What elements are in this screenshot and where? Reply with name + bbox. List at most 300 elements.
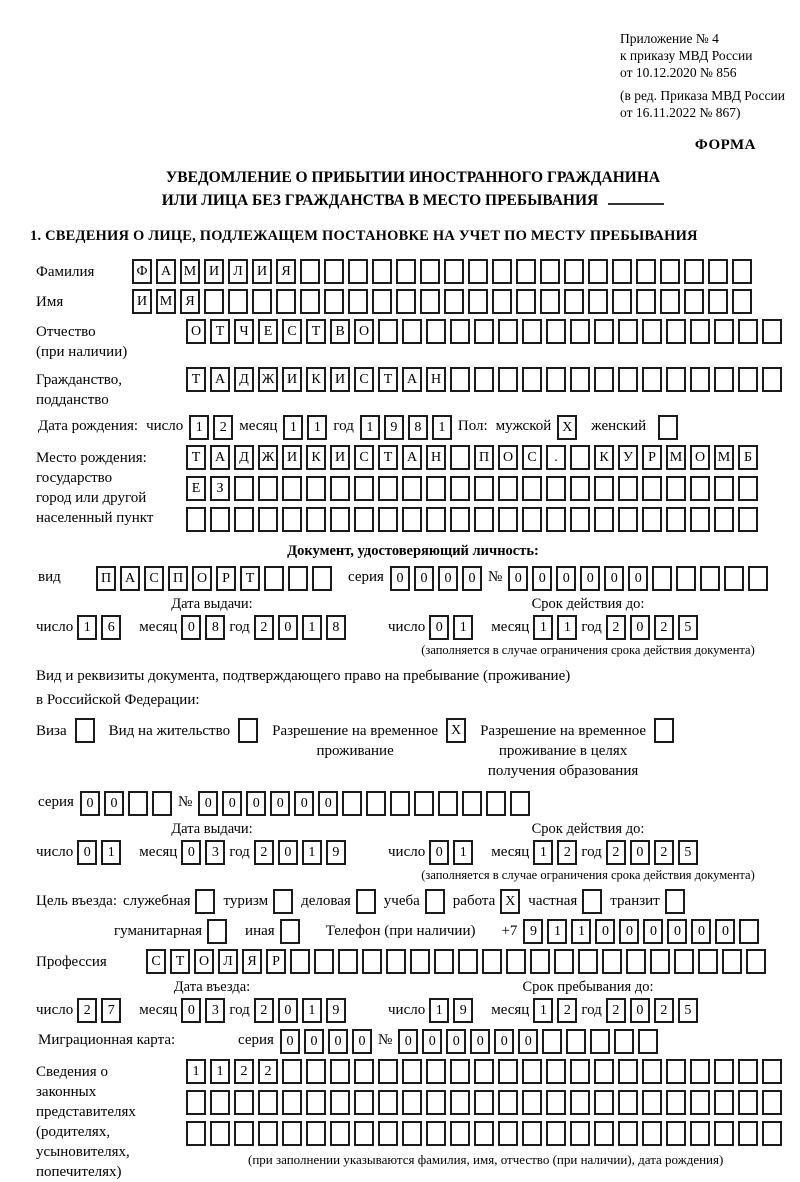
form-cell[interactable]: К [306,445,326,470]
form-cell[interactable]: П [96,566,116,591]
form-cell[interactable]: О [354,319,374,344]
form-cell[interactable] [738,1059,758,1084]
form-cell[interactable] [738,1121,758,1146]
form-cell[interactable] [378,476,398,501]
form-cell[interactable] [746,949,766,974]
form-cell[interactable]: 0 [398,1029,418,1054]
form-cell[interactable] [732,259,752,284]
form-cell[interactable]: С [522,445,542,470]
form-cell[interactable] [426,507,446,532]
form-cell[interactable]: 9 [384,415,404,440]
form-cell[interactable]: 1 [453,840,473,865]
form-cell[interactable] [700,566,720,591]
form-cell[interactable] [450,319,470,344]
form-cell[interactable] [444,289,464,314]
form-cell[interactable] [434,949,454,974]
form-cell[interactable]: О [186,319,206,344]
form-cell[interactable] [324,259,344,284]
form-cell[interactable] [642,319,662,344]
form-cell[interactable] [186,1121,206,1146]
form-cell[interactable]: 0 [470,1029,490,1054]
form-cell[interactable]: М [180,259,200,284]
form-cell[interactable] [612,289,632,314]
form-cell[interactable]: 8 [408,415,428,440]
form-cell[interactable]: М [666,445,686,470]
form-cell[interactable]: Е [186,476,206,501]
form-cell[interactable]: М [156,289,176,314]
form-cell[interactable]: М [714,445,734,470]
form-cell[interactable]: 2 [606,615,626,640]
form-cell[interactable]: С [282,319,302,344]
form-cell[interactable] [666,507,686,532]
form-cell[interactable]: И [282,445,302,470]
form-cell[interactable]: 2 [606,840,626,865]
form-cell[interactable]: А [210,367,230,392]
form-cell[interactable] [714,507,734,532]
form-cell[interactable] [570,445,590,470]
form-cell[interactable] [426,1059,446,1084]
form-cell[interactable]: 0 [222,791,242,816]
form-cell[interactable]: 3 [205,998,225,1023]
form-cell[interactable]: 1 [302,840,322,865]
form-cell[interactable] [594,476,614,501]
form-cell[interactable]: П [168,566,188,591]
form-cell[interactable] [708,289,728,314]
form-cell[interactable] [522,507,542,532]
form-cell[interactable] [636,259,656,284]
form-cell[interactable]: 9 [453,998,473,1023]
form-cell[interactable] [666,1090,686,1115]
form-cell[interactable]: 7 [101,998,121,1023]
form-cell[interactable] [342,791,362,816]
form-cell[interactable]: Т [186,445,206,470]
form-cell[interactable] [386,949,406,974]
form-cell[interactable] [522,1090,542,1115]
form-cell[interactable] [594,367,614,392]
form-cell[interactable] [546,1059,566,1084]
form-cell[interactable] [354,476,374,501]
form-cell[interactable] [458,949,478,974]
form-cell[interactable] [676,566,696,591]
form-cell[interactable]: Я [180,289,200,314]
form-cell[interactable] [642,507,662,532]
form-cell[interactable] [570,1059,590,1084]
form-cell[interactable] [330,507,350,532]
form-cell[interactable] [258,476,278,501]
form-cell[interactable]: И [132,289,152,314]
form-cell[interactable]: 1 [186,1059,206,1084]
form-cell[interactable] [425,889,445,914]
form-cell[interactable]: Д [234,367,254,392]
form-cell[interactable] [748,566,768,591]
form-cell[interactable] [546,319,566,344]
form-cell[interactable] [684,259,704,284]
form-cell[interactable]: Я [242,949,262,974]
form-cell[interactable] [594,1090,614,1115]
form-cell[interactable] [540,289,560,314]
form-cell[interactable] [474,319,494,344]
form-cell[interactable] [402,1090,422,1115]
form-cell[interactable]: И [330,445,350,470]
form-cell[interactable] [510,791,530,816]
form-cell[interactable] [636,289,656,314]
form-cell[interactable] [210,1121,230,1146]
form-cell[interactable]: 1 [302,615,322,640]
form-cell[interactable]: Т [306,319,326,344]
form-cell[interactable] [348,289,368,314]
form-cell[interactable] [492,259,512,284]
form-cell[interactable] [75,718,95,743]
form-cell[interactable] [714,367,734,392]
form-cell[interactable]: О [498,445,518,470]
form-cell[interactable] [402,1121,422,1146]
form-cell[interactable] [420,259,440,284]
form-cell[interactable] [378,319,398,344]
form-cell[interactable]: 2 [557,840,577,865]
form-cell[interactable]: 0 [422,1029,442,1054]
form-cell[interactable]: Н [426,445,446,470]
form-cell[interactable]: 2 [654,615,674,640]
form-cell[interactable] [282,1090,302,1115]
form-cell[interactable] [762,367,782,392]
form-cell[interactable]: 0 [619,919,639,944]
form-cell[interactable]: А [402,445,422,470]
form-cell[interactable] [618,319,638,344]
form-cell[interactable] [378,1059,398,1084]
form-cell[interactable] [300,259,320,284]
form-cell[interactable]: 0 [446,1029,466,1054]
form-cell[interactable] [300,289,320,314]
form-cell[interactable]: 0 [556,566,576,591]
form-cell[interactable]: Л [218,949,238,974]
form-cell[interactable] [444,259,464,284]
form-cell[interactable] [522,319,542,344]
form-cell[interactable] [486,791,506,816]
form-cell[interactable] [402,507,422,532]
form-cell[interactable]: И [330,367,350,392]
form-cell[interactable]: 1 [453,615,473,640]
form-cell[interactable] [252,289,272,314]
form-cell[interactable]: 0 [198,791,218,816]
form-cell[interactable] [666,476,686,501]
form-cell[interactable]: О [690,445,710,470]
form-cell[interactable] [570,367,590,392]
form-cell[interactable] [426,1121,446,1146]
form-cell[interactable] [638,1029,658,1054]
form-cell[interactable] [724,566,744,591]
form-cell[interactable] [594,319,614,344]
form-cell[interactable]: К [306,367,326,392]
form-cell[interactable] [690,1059,710,1084]
form-cell[interactable] [522,1121,542,1146]
form-cell[interactable] [234,507,254,532]
form-cell[interactable] [564,289,584,314]
form-cell[interactable] [738,367,758,392]
form-cell[interactable] [546,367,566,392]
form-cell[interactable]: 0 [691,919,711,944]
form-cell[interactable]: 9 [523,919,543,944]
form-cell[interactable] [258,507,278,532]
form-cell[interactable]: 2 [654,840,674,865]
form-cell[interactable] [474,1090,494,1115]
form-cell[interactable] [438,791,458,816]
form-cell[interactable] [498,1090,518,1115]
form-cell[interactable] [602,949,622,974]
form-cell[interactable] [450,1059,470,1084]
form-cell[interactable] [618,1059,638,1084]
form-cell[interactable] [762,1090,782,1115]
form-cell[interactable]: Н [426,367,446,392]
form-cell[interactable] [238,718,258,743]
form-cell[interactable] [652,566,672,591]
form-cell[interactable] [570,507,590,532]
form-cell[interactable] [450,1121,470,1146]
form-cell[interactable]: 1 [210,1059,230,1084]
form-cell[interactable]: 0 [328,1029,348,1054]
form-cell[interactable] [492,289,512,314]
form-cell[interactable] [474,507,494,532]
form-cell[interactable]: 2 [654,998,674,1023]
form-cell[interactable]: 1 [533,998,553,1023]
form-cell[interactable]: 0 [462,566,482,591]
form-cell[interactable] [594,1121,614,1146]
form-cell[interactable] [570,319,590,344]
form-cell[interactable] [280,919,300,944]
form-cell[interactable]: 0 [104,791,124,816]
form-cell[interactable] [762,1121,782,1146]
form-cell[interactable] [588,289,608,314]
form-cell[interactable]: 1 [101,840,121,865]
form-cell[interactable]: 0 [278,840,298,865]
form-cell[interactable]: 1 [429,998,449,1023]
form-cell[interactable] [566,1029,586,1054]
form-cell[interactable] [498,507,518,532]
form-cell[interactable]: 0 [630,615,650,640]
form-cell[interactable] [665,889,685,914]
form-cell[interactable] [258,1121,278,1146]
form-cell[interactable] [282,476,302,501]
form-cell[interactable] [372,259,392,284]
form-cell[interactable] [474,476,494,501]
form-cell[interactable] [195,889,215,914]
form-cell[interactable] [282,507,302,532]
form-cell[interactable] [732,289,752,314]
form-cell[interactable]: 2 [234,1059,254,1084]
form-cell[interactable] [578,949,598,974]
form-cell[interactable] [762,319,782,344]
form-cell[interactable] [468,259,488,284]
form-cell[interactable] [378,1090,398,1115]
form-cell[interactable] [690,367,710,392]
form-cell[interactable] [338,949,358,974]
form-cell[interactable] [714,1090,734,1115]
form-cell[interactable] [330,1121,350,1146]
form-cell[interactable] [570,476,590,501]
form-cell[interactable] [396,289,416,314]
form-cell[interactable]: 0 [494,1029,514,1054]
form-cell[interactable] [618,476,638,501]
form-cell[interactable]: 0 [532,566,552,591]
form-cell[interactable] [714,1059,734,1084]
form-cell[interactable]: 0 [414,566,434,591]
form-cell[interactable]: 5 [678,998,698,1023]
form-cell[interactable]: 1 [557,615,577,640]
form-cell[interactable]: 0 [77,840,97,865]
form-cell[interactable] [306,476,326,501]
form-cell[interactable]: 2 [258,1059,278,1084]
form-cell[interactable] [542,1029,562,1054]
form-cell[interactable] [642,1059,662,1084]
form-cell[interactable]: Ж [258,445,278,470]
form-cell[interactable] [666,1059,686,1084]
form-cell[interactable] [739,919,759,944]
form-cell[interactable] [378,507,398,532]
form-cell[interactable] [722,949,742,974]
form-cell[interactable] [554,949,574,974]
form-cell[interactable]: 0 [246,791,266,816]
form-cell[interactable]: Т [210,319,230,344]
form-cell[interactable]: Е [258,319,278,344]
form-cell[interactable] [324,289,344,314]
form-cell[interactable] [714,1121,734,1146]
form-cell[interactable]: 2 [606,998,626,1023]
form-cell[interactable]: 1 [302,998,322,1023]
form-cell[interactable]: Р [216,566,236,591]
form-cell[interactable] [654,718,674,743]
form-cell[interactable] [474,1121,494,1146]
form-cell[interactable]: 2 [77,998,97,1023]
form-cell[interactable] [474,1059,494,1084]
form-cell[interactable]: X [446,718,466,743]
form-cell[interactable]: 1 [307,415,327,440]
form-cell[interactable] [402,476,422,501]
form-cell[interactable]: 0 [352,1029,372,1054]
form-cell[interactable]: 0 [438,566,458,591]
form-cell[interactable] [594,1059,614,1084]
form-cell[interactable]: Ж [258,367,278,392]
form-cell[interactable] [306,1121,326,1146]
form-cell[interactable] [698,949,718,974]
form-cell[interactable]: 0 [278,998,298,1023]
form-cell[interactable] [462,791,482,816]
form-cell[interactable] [468,289,488,314]
form-cell[interactable] [314,949,334,974]
form-cell[interactable] [372,289,392,314]
form-cell[interactable] [498,1059,518,1084]
form-cell[interactable]: 0 [508,566,528,591]
form-cell[interactable]: 2 [254,998,274,1023]
form-cell[interactable] [674,949,694,974]
form-cell[interactable] [618,1121,638,1146]
form-cell[interactable] [594,507,614,532]
form-cell[interactable] [590,1029,610,1054]
form-cell[interactable]: 0 [630,998,650,1023]
form-cell[interactable]: И [252,259,272,284]
form-cell[interactable] [128,791,148,816]
form-cell[interactable] [306,1059,326,1084]
form-cell[interactable] [354,1121,374,1146]
form-cell[interactable] [426,476,446,501]
form-cell[interactable]: Т [378,367,398,392]
form-cell[interactable]: 1 [283,415,303,440]
form-cell[interactable] [482,949,502,974]
form-cell[interactable]: 1 [432,415,452,440]
form-cell[interactable]: З [210,476,230,501]
form-cell[interactable]: 0 [667,919,687,944]
form-cell[interactable]: 9 [326,998,346,1023]
form-cell[interactable]: Р [642,445,662,470]
form-cell[interactable] [450,1090,470,1115]
form-cell[interactable]: 0 [429,615,449,640]
form-cell[interactable] [642,1121,662,1146]
form-cell[interactable]: В [330,319,350,344]
form-cell[interactable]: 2 [557,998,577,1023]
form-cell[interactable]: 0 [270,791,290,816]
form-cell[interactable] [690,507,710,532]
form-cell[interactable] [666,367,686,392]
form-cell[interactable] [666,1121,686,1146]
form-cell[interactable] [642,367,662,392]
form-cell[interactable]: Т [170,949,190,974]
form-cell[interactable]: А [402,367,422,392]
form-cell[interactable] [204,289,224,314]
form-cell[interactable] [450,367,470,392]
form-cell[interactable] [614,1029,634,1054]
form-cell[interactable] [522,367,542,392]
form-cell[interactable] [690,1121,710,1146]
form-cell[interactable]: Б [738,445,758,470]
form-cell[interactable] [450,445,470,470]
form-cell[interactable]: 1 [571,919,591,944]
form-cell[interactable] [402,1059,422,1084]
form-cell[interactable] [522,476,542,501]
form-cell[interactable]: 0 [278,615,298,640]
form-cell[interactable] [564,259,584,284]
form-cell[interactable]: С [146,949,166,974]
form-cell[interactable] [498,367,518,392]
form-cell[interactable] [546,476,566,501]
form-cell[interactable] [522,1059,542,1084]
form-cell[interactable]: А [156,259,176,284]
form-cell[interactable]: 0 [630,840,650,865]
form-cell[interactable] [306,507,326,532]
form-cell[interactable] [264,566,284,591]
form-cell[interactable] [450,476,470,501]
form-cell[interactable] [290,949,310,974]
form-cell[interactable]: 0 [318,791,338,816]
form-cell[interactable]: 0 [628,566,648,591]
form-cell[interactable] [660,259,680,284]
form-cell[interactable]: У [618,445,638,470]
form-cell[interactable] [642,476,662,501]
form-cell[interactable] [450,507,470,532]
form-cell[interactable] [738,319,758,344]
form-cell[interactable] [152,791,172,816]
form-cell[interactable]: С [144,566,164,591]
form-cell[interactable]: 1 [360,415,380,440]
form-cell[interactable] [354,507,374,532]
form-cell[interactable]: К [594,445,614,470]
form-cell[interactable]: 9 [326,840,346,865]
form-cell[interactable] [273,889,293,914]
form-cell[interactable]: 1 [533,615,553,640]
form-cell[interactable]: Ф [132,259,152,284]
form-cell[interactable] [210,1090,230,1115]
form-cell[interactable] [516,259,536,284]
form-cell[interactable]: 3 [205,840,225,865]
form-cell[interactable] [516,289,536,314]
form-cell[interactable] [396,259,416,284]
